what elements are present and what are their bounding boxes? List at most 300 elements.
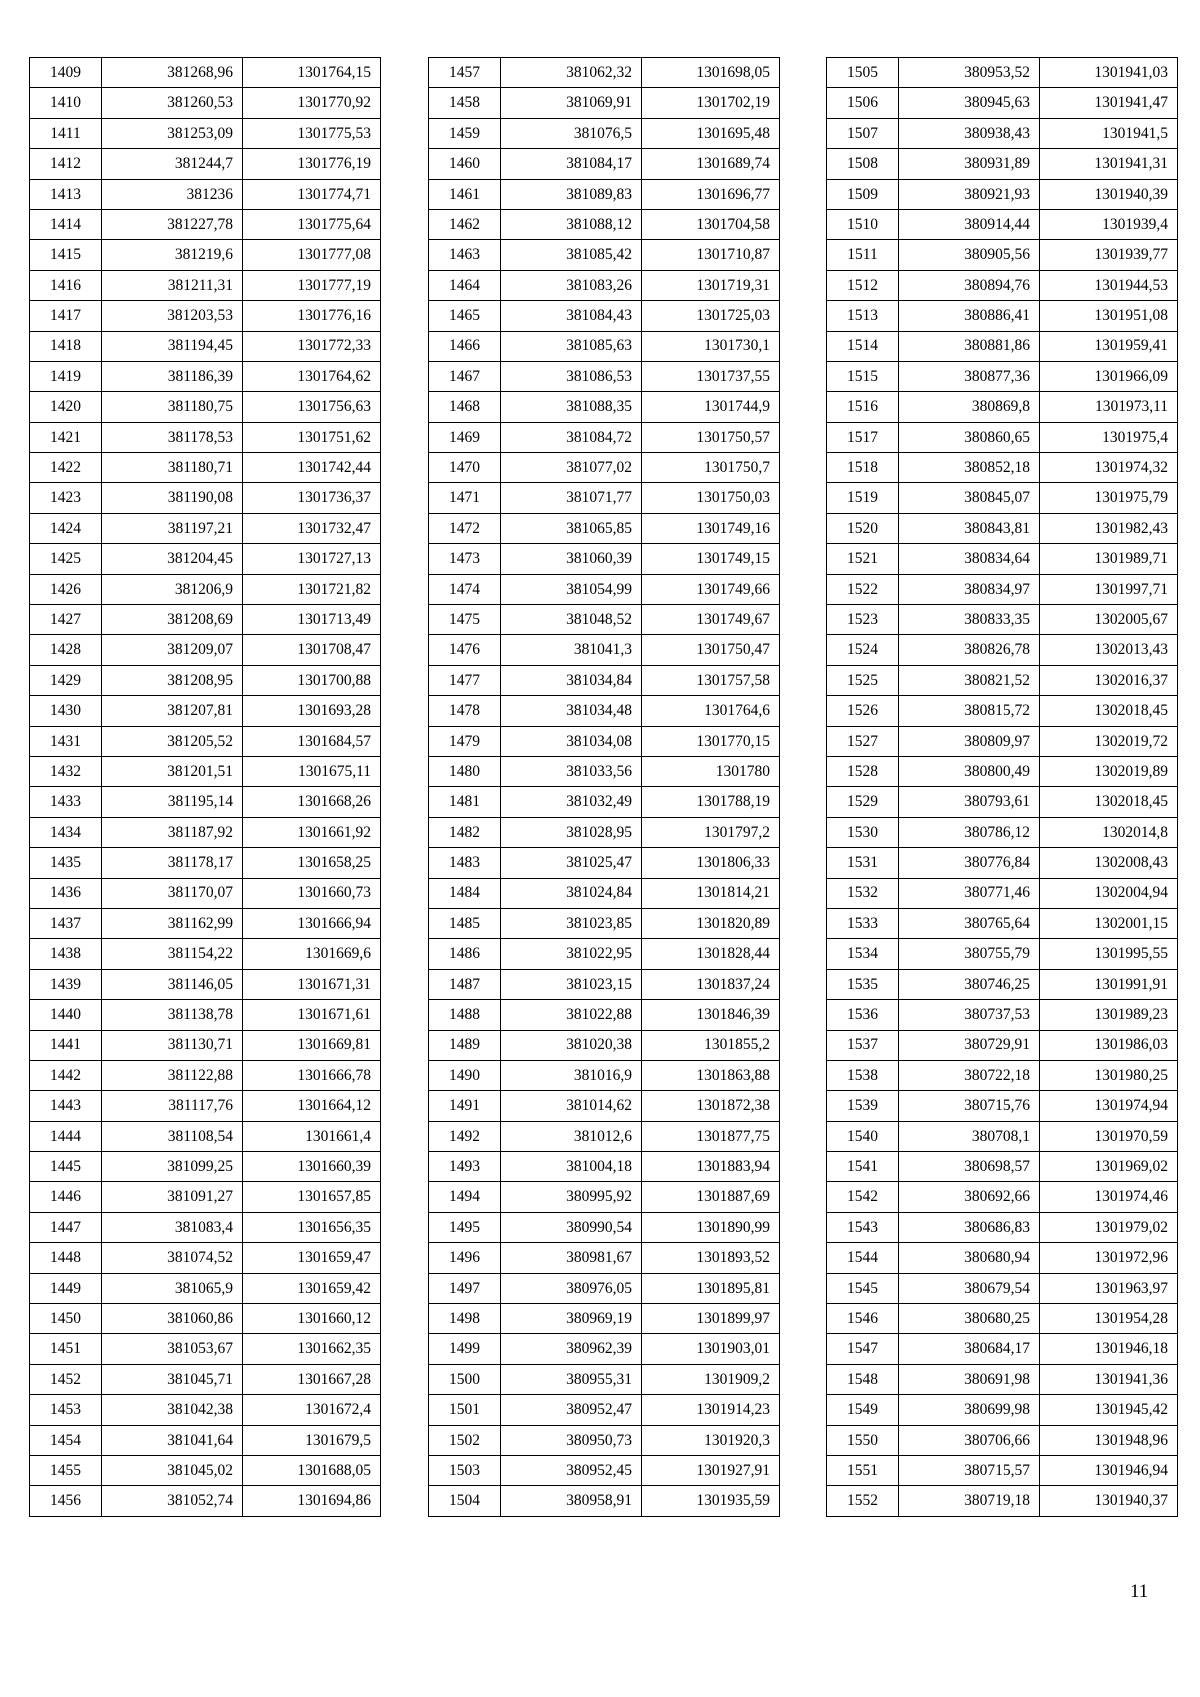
point-number-cell: 1537 <box>827 1030 899 1060</box>
y-coordinate-cell: 1301675,11 <box>243 756 381 786</box>
x-coordinate-cell: 381084,17 <box>501 149 642 179</box>
x-coordinate-cell: 381045,02 <box>102 1455 243 1485</box>
point-number-cell: 1429 <box>30 665 102 695</box>
table-row <box>30 1455 381 1485</box>
y-coordinate-cell: 1301668,26 <box>243 787 381 817</box>
point-number-cell: 1525 <box>827 665 899 695</box>
point-number-cell: 1444 <box>30 1121 102 1151</box>
x-coordinate-cell: 380776,84 <box>899 848 1040 878</box>
table-row <box>30 939 381 969</box>
table-row <box>827 1364 1178 1394</box>
point-number-cell: 1507 <box>827 118 899 148</box>
point-number-cell: 1504 <box>429 1486 501 1516</box>
table-row <box>30 878 381 908</box>
table-row <box>827 969 1178 999</box>
x-coordinate-cell: 380931,89 <box>899 149 1040 179</box>
point-number-cell: 1545 <box>827 1273 899 1303</box>
table-row <box>30 392 381 422</box>
y-coordinate-cell: 1301828,44 <box>642 939 780 969</box>
point-number-cell: 1459 <box>429 118 501 148</box>
page-number: 11 <box>1130 1581 1149 1602</box>
point-number-cell: 1438 <box>30 939 102 969</box>
x-coordinate-cell: 381085,63 <box>501 331 642 361</box>
x-coordinate-cell: 381054,99 <box>501 574 642 604</box>
x-coordinate-cell: 381014,62 <box>501 1091 642 1121</box>
point-number-cell: 1518 <box>827 453 899 483</box>
x-coordinate-cell: 381122,88 <box>102 1060 243 1090</box>
table-row <box>827 1060 1178 1090</box>
y-coordinate-cell: 1301774,71 <box>243 179 381 209</box>
point-number-cell: 1417 <box>30 301 102 331</box>
table-row <box>429 1182 780 1212</box>
table-row <box>30 696 381 726</box>
y-coordinate-cell: 1301982,43 <box>1040 513 1178 543</box>
x-coordinate-cell: 381032,49 <box>501 787 642 817</box>
x-coordinate-cell: 381077,02 <box>501 453 642 483</box>
point-number-cell: 1471 <box>429 483 501 513</box>
point-number-cell: 1526 <box>827 696 899 726</box>
point-number-cell: 1424 <box>30 513 102 543</box>
x-coordinate-cell: 380945,63 <box>899 88 1040 118</box>
table-row <box>429 483 780 513</box>
table-row <box>30 544 381 574</box>
y-coordinate-cell: 1302019,72 <box>1040 726 1178 756</box>
table-row <box>429 635 780 665</box>
y-coordinate-cell: 1301940,37 <box>1040 1486 1178 1516</box>
table-row <box>30 361 381 391</box>
y-coordinate-cell: 1301702,19 <box>642 88 780 118</box>
point-number-cell: 1502 <box>429 1425 501 1455</box>
table-row <box>429 1304 780 1334</box>
x-coordinate-cell: 380843,81 <box>899 513 1040 543</box>
x-coordinate-cell: 380699,98 <box>899 1395 1040 1425</box>
point-number-cell: 1447 <box>30 1212 102 1242</box>
table-row <box>429 1121 780 1151</box>
table-row <box>429 544 780 574</box>
y-coordinate-cell: 1301909,2 <box>642 1364 780 1394</box>
y-coordinate-cell: 1301780 <box>642 756 780 786</box>
y-coordinate-cell: 1301764,15 <box>243 58 381 88</box>
y-coordinate-cell: 1301730,1 <box>642 331 780 361</box>
point-number-cell: 1432 <box>30 756 102 786</box>
x-coordinate-cell: 381268,96 <box>102 58 243 88</box>
point-number-cell: 1491 <box>429 1091 501 1121</box>
x-coordinate-cell: 380962,39 <box>501 1334 642 1364</box>
table-row <box>30 179 381 209</box>
point-number-cell: 1440 <box>30 1000 102 1030</box>
x-coordinate-cell: 381180,71 <box>102 453 243 483</box>
table-row <box>30 1121 381 1151</box>
point-number-cell: 1536 <box>827 1000 899 1030</box>
x-coordinate-cell: 381060,39 <box>501 544 642 574</box>
point-number-cell: 1468 <box>429 392 501 422</box>
y-coordinate-cell: 1301972,96 <box>1040 1243 1178 1273</box>
table-row <box>827 1182 1178 1212</box>
y-coordinate-cell: 1301751,62 <box>243 422 381 452</box>
point-number-cell: 1416 <box>30 270 102 300</box>
table-row <box>30 422 381 452</box>
x-coordinate-cell: 380894,76 <box>899 270 1040 300</box>
y-coordinate-cell: 1301657,85 <box>243 1182 381 1212</box>
point-number-cell: 1454 <box>30 1425 102 1455</box>
table-row <box>827 149 1178 179</box>
point-number-cell: 1455 <box>30 1455 102 1485</box>
point-number-cell: 1546 <box>827 1304 899 1334</box>
table-row <box>30 1030 381 1060</box>
y-coordinate-cell: 1301939,77 <box>1040 240 1178 270</box>
x-coordinate-cell: 381211,31 <box>102 270 243 300</box>
y-coordinate-cell: 1302013,43 <box>1040 635 1178 665</box>
x-coordinate-cell: 380815,72 <box>899 696 1040 726</box>
point-number-cell: 1498 <box>429 1304 501 1334</box>
table-row <box>30 1425 381 1455</box>
x-coordinate-cell: 380877,36 <box>899 361 1040 391</box>
y-coordinate-cell: 1301846,39 <box>642 1000 780 1030</box>
x-coordinate-cell: 381022,88 <box>501 1000 642 1030</box>
point-number-cell: 1443 <box>30 1091 102 1121</box>
point-number-cell: 1442 <box>30 1060 102 1090</box>
point-number-cell: 1521 <box>827 544 899 574</box>
table-row <box>429 605 780 635</box>
x-coordinate-cell: 381023,15 <box>501 969 642 999</box>
table-row <box>827 787 1178 817</box>
table-row <box>429 513 780 543</box>
y-coordinate-cell: 1301770,15 <box>642 726 780 756</box>
table-row <box>30 665 381 695</box>
x-coordinate-cell: 381034,08 <box>501 726 642 756</box>
table-row <box>429 1455 780 1485</box>
point-number-cell: 1469 <box>429 422 501 452</box>
point-number-cell: 1419 <box>30 361 102 391</box>
y-coordinate-cell: 1301974,46 <box>1040 1182 1178 1212</box>
y-coordinate-cell: 1301775,53 <box>243 118 381 148</box>
y-coordinate-cell: 1301935,59 <box>642 1486 780 1516</box>
point-number-cell: 1441 <box>30 1030 102 1060</box>
y-coordinate-cell: 1301658,25 <box>243 848 381 878</box>
point-number-cell: 1505 <box>827 58 899 88</box>
x-coordinate-cell: 380955,31 <box>501 1364 642 1394</box>
point-number-cell: 1425 <box>30 544 102 574</box>
point-number-cell: 1532 <box>827 878 899 908</box>
x-coordinate-cell: 381089,83 <box>501 179 642 209</box>
point-number-cell: 1483 <box>429 848 501 878</box>
x-coordinate-cell: 381138,78 <box>102 1000 243 1030</box>
x-coordinate-cell: 381099,25 <box>102 1152 243 1182</box>
y-coordinate-cell: 1301788,19 <box>642 787 780 817</box>
table-row <box>827 635 1178 665</box>
point-number-cell: 1520 <box>827 513 899 543</box>
x-coordinate-cell: 381065,9 <box>102 1273 243 1303</box>
x-coordinate-cell: 380981,67 <box>501 1243 642 1273</box>
point-number-cell: 1409 <box>30 58 102 88</box>
table-row <box>30 1212 381 1242</box>
point-number-cell: 1487 <box>429 969 501 999</box>
point-number-cell: 1489 <box>429 1030 501 1060</box>
table-row <box>827 483 1178 513</box>
x-coordinate-cell: 381178,17 <box>102 848 243 878</box>
y-coordinate-cell: 1301975,4 <box>1040 422 1178 452</box>
point-number-cell: 1457 <box>429 58 501 88</box>
y-coordinate-cell: 1302019,89 <box>1040 756 1178 786</box>
point-number-cell: 1516 <box>827 392 899 422</box>
table-row <box>30 574 381 604</box>
x-coordinate-cell: 380952,45 <box>501 1455 642 1485</box>
y-coordinate-cell: 1301989,71 <box>1040 544 1178 574</box>
x-coordinate-cell: 381146,05 <box>102 969 243 999</box>
x-coordinate-cell: 381025,47 <box>501 848 642 878</box>
y-coordinate-cell: 1301991,91 <box>1040 969 1178 999</box>
x-coordinate-cell: 380833,35 <box>899 605 1040 635</box>
table-row <box>30 605 381 635</box>
y-coordinate-cell: 1301941,36 <box>1040 1364 1178 1394</box>
table-row <box>429 1243 780 1273</box>
y-coordinate-cell: 1302005,67 <box>1040 605 1178 635</box>
x-coordinate-cell: 380722,18 <box>899 1060 1040 1090</box>
point-number-cell: 1539 <box>827 1091 899 1121</box>
table-row <box>30 483 381 513</box>
table-row <box>429 969 780 999</box>
x-coordinate-cell: 380834,64 <box>899 544 1040 574</box>
x-coordinate-cell: 380737,53 <box>899 1000 1040 1030</box>
y-coordinate-cell: 1301974,32 <box>1040 453 1178 483</box>
x-coordinate-cell: 381083,4 <box>102 1212 243 1242</box>
point-number-cell: 1423 <box>30 483 102 513</box>
y-coordinate-cell: 1301963,97 <box>1040 1273 1178 1303</box>
x-coordinate-cell: 380821,52 <box>899 665 1040 695</box>
point-number-cell: 1503 <box>429 1455 501 1485</box>
point-number-cell: 1540 <box>827 1121 899 1151</box>
x-coordinate-cell: 380698,57 <box>899 1152 1040 1182</box>
table-row <box>30 301 381 331</box>
point-number-cell: 1492 <box>429 1121 501 1151</box>
table-row <box>827 513 1178 543</box>
y-coordinate-cell: 1301974,94 <box>1040 1091 1178 1121</box>
table-row <box>827 270 1178 300</box>
y-coordinate-cell: 1301757,58 <box>642 665 780 695</box>
y-coordinate-cell: 1301975,79 <box>1040 483 1178 513</box>
y-coordinate-cell: 1301995,55 <box>1040 939 1178 969</box>
x-coordinate-cell: 381048,52 <box>501 605 642 635</box>
x-coordinate-cell: 381260,53 <box>102 88 243 118</box>
y-coordinate-cell: 1301749,67 <box>642 605 780 635</box>
x-coordinate-cell: 381190,08 <box>102 483 243 513</box>
point-number-cell: 1500 <box>429 1364 501 1394</box>
y-coordinate-cell: 1301777,19 <box>243 270 381 300</box>
y-coordinate-cell: 1301736,37 <box>243 483 381 513</box>
y-coordinate-cell: 1301660,39 <box>243 1152 381 1182</box>
x-coordinate-cell: 380995,92 <box>501 1182 642 1212</box>
table-row <box>827 1030 1178 1060</box>
x-coordinate-cell: 381004,18 <box>501 1152 642 1182</box>
x-coordinate-cell: 381084,43 <box>501 301 642 331</box>
point-number-cell: 1413 <box>30 179 102 209</box>
table-row <box>429 1486 780 1516</box>
point-number-cell: 1450 <box>30 1304 102 1334</box>
table-row <box>827 301 1178 331</box>
x-coordinate-cell: 380680,94 <box>899 1243 1040 1273</box>
x-coordinate-cell: 381065,85 <box>501 513 642 543</box>
x-coordinate-cell: 381203,53 <box>102 301 243 331</box>
y-coordinate-cell: 1301777,08 <box>243 240 381 270</box>
y-coordinate-cell: 1301666,78 <box>243 1060 381 1090</box>
table-row <box>429 1030 780 1060</box>
y-coordinate-cell: 1301719,31 <box>642 270 780 300</box>
y-coordinate-cell: 1301941,5 <box>1040 118 1178 148</box>
table-row <box>827 361 1178 391</box>
table-row <box>827 1000 1178 1030</box>
table-row <box>827 1425 1178 1455</box>
x-coordinate-cell: 380786,12 <box>899 817 1040 847</box>
table-row <box>30 1364 381 1394</box>
y-coordinate-cell: 1301732,47 <box>243 513 381 543</box>
table-row <box>827 179 1178 209</box>
y-coordinate-cell: 1301669,81 <box>243 1030 381 1060</box>
x-coordinate-cell: 380921,93 <box>899 179 1040 209</box>
table-row <box>429 118 780 148</box>
x-coordinate-cell: 380845,07 <box>899 483 1040 513</box>
point-number-cell: 1478 <box>429 696 501 726</box>
table-row <box>429 878 780 908</box>
point-number-cell: 1509 <box>827 179 899 209</box>
y-coordinate-cell: 1301695,48 <box>642 118 780 148</box>
y-coordinate-cell: 1301696,77 <box>642 179 780 209</box>
table-row <box>429 1060 780 1090</box>
y-coordinate-cell: 1301659,47 <box>243 1243 381 1273</box>
table-row <box>827 118 1178 148</box>
y-coordinate-cell: 1301951,08 <box>1040 301 1178 331</box>
y-coordinate-cell: 1301944,53 <box>1040 270 1178 300</box>
y-coordinate-cell: 1301689,74 <box>642 149 780 179</box>
table-row <box>30 58 381 88</box>
y-coordinate-cell: 1301671,31 <box>243 969 381 999</box>
table-row <box>429 240 780 270</box>
y-coordinate-cell: 1301693,28 <box>243 696 381 726</box>
coordinates-table-2 <box>428 57 780 1517</box>
point-number-cell: 1543 <box>827 1212 899 1242</box>
table-row <box>827 817 1178 847</box>
point-number-cell: 1495 <box>429 1212 501 1242</box>
y-coordinate-cell: 1302018,45 <box>1040 787 1178 817</box>
y-coordinate-cell: 1301814,21 <box>642 878 780 908</box>
table-row <box>30 848 381 878</box>
y-coordinate-cell: 1301772,33 <box>243 331 381 361</box>
y-coordinate-cell: 1301986,03 <box>1040 1030 1178 1060</box>
point-number-cell: 1493 <box>429 1152 501 1182</box>
y-coordinate-cell: 1301969,02 <box>1040 1152 1178 1182</box>
x-coordinate-cell: 381085,42 <box>501 240 642 270</box>
table-row <box>30 1395 381 1425</box>
table-row <box>429 209 780 239</box>
point-number-cell: 1464 <box>429 270 501 300</box>
x-coordinate-cell: 380990,54 <box>501 1212 642 1242</box>
y-coordinate-cell: 1301749,66 <box>642 574 780 604</box>
point-number-cell: 1522 <box>827 574 899 604</box>
point-number-cell: 1514 <box>827 331 899 361</box>
y-coordinate-cell: 1301656,35 <box>243 1212 381 1242</box>
table-row <box>827 1395 1178 1425</box>
x-coordinate-cell: 381023,85 <box>501 908 642 938</box>
point-number-cell: 1433 <box>30 787 102 817</box>
x-coordinate-cell: 381208,95 <box>102 665 243 695</box>
y-coordinate-cell: 1301750,47 <box>642 635 780 665</box>
point-number-cell: 1467 <box>429 361 501 391</box>
x-coordinate-cell: 380976,05 <box>501 1273 642 1303</box>
x-coordinate-cell: 381022,95 <box>501 939 642 969</box>
y-coordinate-cell: 1301948,96 <box>1040 1425 1178 1455</box>
table-row <box>827 1455 1178 1485</box>
table-row <box>827 1091 1178 1121</box>
y-coordinate-cell: 1301946,18 <box>1040 1334 1178 1364</box>
point-number-cell: 1427 <box>30 605 102 635</box>
x-coordinate-cell: 381028,95 <box>501 817 642 847</box>
x-coordinate-cell: 380679,54 <box>899 1273 1040 1303</box>
y-coordinate-cell: 1301662,35 <box>243 1334 381 1364</box>
y-coordinate-cell: 1301710,87 <box>642 240 780 270</box>
point-number-cell: 1480 <box>429 756 501 786</box>
y-coordinate-cell: 1301806,33 <box>642 848 780 878</box>
point-number-cell: 1411 <box>30 118 102 148</box>
x-coordinate-cell: 381052,74 <box>102 1486 243 1516</box>
y-coordinate-cell: 1301661,92 <box>243 817 381 847</box>
table-row <box>429 361 780 391</box>
table-row <box>429 696 780 726</box>
x-coordinate-cell: 381236 <box>102 179 243 209</box>
point-number-cell: 1431 <box>30 726 102 756</box>
x-coordinate-cell: 381117,76 <box>102 1091 243 1121</box>
point-number-cell: 1426 <box>30 574 102 604</box>
table-row <box>827 908 1178 938</box>
y-coordinate-cell: 1301764,6 <box>642 696 780 726</box>
table-row <box>429 179 780 209</box>
point-number-cell: 1508 <box>827 149 899 179</box>
point-number-cell: 1513 <box>827 301 899 331</box>
table-row <box>30 817 381 847</box>
point-number-cell: 1456 <box>30 1486 102 1516</box>
point-number-cell: 1519 <box>827 483 899 513</box>
table-row <box>30 88 381 118</box>
x-coordinate-cell: 380881,86 <box>899 331 1040 361</box>
table-row <box>429 392 780 422</box>
table-row <box>429 453 780 483</box>
point-number-cell: 1420 <box>30 392 102 422</box>
y-coordinate-cell: 1301672,4 <box>243 1395 381 1425</box>
point-number-cell: 1527 <box>827 726 899 756</box>
x-coordinate-cell: 381207,81 <box>102 696 243 726</box>
x-coordinate-cell: 380706,66 <box>899 1425 1040 1455</box>
y-coordinate-cell: 1301764,62 <box>243 361 381 391</box>
y-coordinate-cell: 1302004,94 <box>1040 878 1178 908</box>
x-coordinate-cell: 381076,5 <box>501 118 642 148</box>
x-coordinate-cell: 381086,53 <box>501 361 642 391</box>
point-number-cell: 1460 <box>429 149 501 179</box>
point-number-cell: 1531 <box>827 848 899 878</box>
table-row <box>827 756 1178 786</box>
table-row <box>30 908 381 938</box>
point-number-cell: 1551 <box>827 1455 899 1485</box>
y-coordinate-cell: 1301749,15 <box>642 544 780 574</box>
table-row <box>429 331 780 361</box>
table-row <box>827 605 1178 635</box>
y-coordinate-cell: 1301883,94 <box>642 1152 780 1182</box>
table-row <box>429 301 780 331</box>
x-coordinate-cell: 381012,6 <box>501 1121 642 1151</box>
point-number-cell: 1511 <box>827 240 899 270</box>
table-row <box>429 756 780 786</box>
y-coordinate-cell: 1301997,71 <box>1040 574 1178 604</box>
y-coordinate-cell: 1301820,89 <box>642 908 780 938</box>
point-number-cell: 1486 <box>429 939 501 969</box>
table-row <box>30 1091 381 1121</box>
